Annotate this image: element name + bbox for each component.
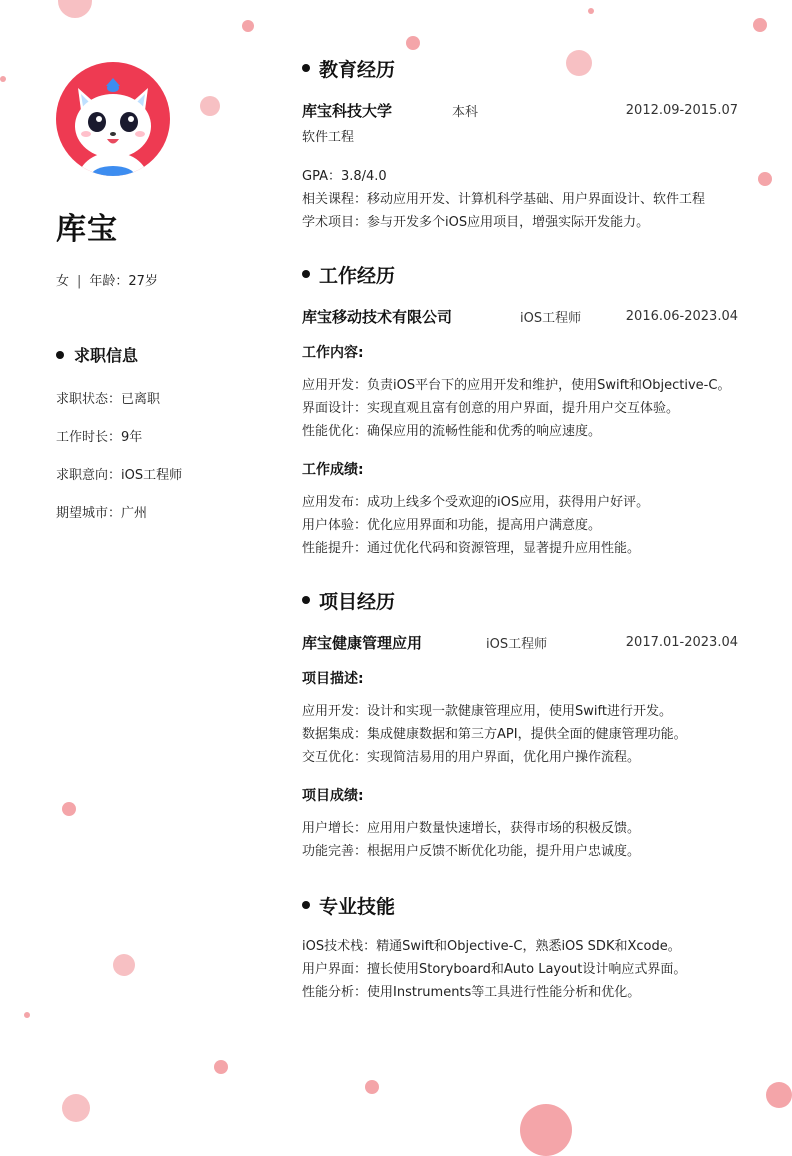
list-item: 应用开发：设计和实现一款健康管理应用，使用Swift进行开发。 bbox=[302, 704, 672, 719]
project-title: 项目经历 bbox=[319, 590, 396, 613]
work-role: iOS工程师 bbox=[520, 310, 582, 326]
project-dates: 2017.01-2023.04 bbox=[625, 634, 738, 650]
education-row bbox=[302, 100, 738, 120]
decor-dot bbox=[214, 1060, 228, 1074]
decor-dot bbox=[62, 802, 76, 816]
list-item: 用户界面：擅长使用Storyboard和Auto Layout设计响应式界面。 bbox=[302, 962, 687, 977]
list-item: 用户体验：优化应用界面和功能，提高用户满意度。 bbox=[302, 518, 602, 533]
list-item: 交互优化：实现简洁易用的用户界面，优化用户操作流程。 bbox=[302, 750, 641, 765]
decor-dot bbox=[365, 1080, 379, 1094]
decor-dot bbox=[520, 1104, 572, 1156]
project-name: 库宝健康管理应用 bbox=[302, 633, 423, 652]
decor-dot bbox=[406, 36, 420, 50]
separator: | bbox=[77, 274, 82, 289]
work-results-title: 工作成绩: bbox=[302, 462, 364, 478]
decor-dot bbox=[24, 1012, 30, 1018]
desired-position: 求职意向：iOS工程师 bbox=[56, 468, 183, 483]
list-item: 功能完善：根据用户反馈不断优化功能，提升用户忠诚度。 bbox=[302, 844, 641, 859]
job-status: 求职状态：已离职 bbox=[56, 392, 161, 407]
job-intent-heading bbox=[56, 343, 276, 366]
list-item: 应用开发：负责iOS平台下的应用开发和维护，使用Swift和Objective-C。 bbox=[302, 378, 731, 393]
company-name: 库宝移动技术有限公司 bbox=[302, 307, 453, 326]
skills-title: 专业技能 bbox=[319, 895, 396, 918]
project-heading bbox=[302, 586, 738, 614]
courses: 相关课程：移动应用开发、计算机科学基础、用户界面设计、软件工程 bbox=[302, 192, 706, 207]
education-details bbox=[302, 165, 738, 234]
bullet-icon bbox=[302, 64, 310, 72]
skills-list bbox=[302, 935, 738, 1004]
school-name: 库宝科技大学 bbox=[302, 101, 393, 120]
work-content-title: 工作内容: bbox=[302, 345, 364, 361]
degree: 本科 bbox=[452, 104, 479, 120]
decor-dot bbox=[753, 18, 767, 32]
decor-dot bbox=[242, 20, 254, 32]
list-item: 性能提升：通过优化代码和资源管理，显著提升应用性能。 bbox=[302, 541, 641, 556]
project-results-list bbox=[302, 817, 738, 863]
decor-dot bbox=[588, 8, 594, 14]
right-column bbox=[302, 54, 738, 1004]
bullet-icon bbox=[302, 596, 310, 604]
list-item: 性能分析：使用Instruments等工具进行性能分析和优化。 bbox=[302, 985, 641, 1000]
academic-projects: 学术项目：参与开发多个iOS应用项目，增强实际开发能力。 bbox=[302, 215, 650, 230]
cat-mascot-icon bbox=[56, 62, 170, 176]
major: 软件工程 bbox=[302, 130, 355, 145]
desired-city: 期望城市：广州 bbox=[56, 506, 148, 521]
basic-info bbox=[56, 270, 276, 289]
list-item: 应用发布：成功上线多个受欢迎的iOS应用，获得用户好评。 bbox=[302, 495, 650, 510]
decor-dot bbox=[58, 0, 92, 18]
list-item: 界面设计：实现直观且富有创意的用户界面，提升用户交互体验。 bbox=[302, 401, 680, 416]
work-title: 工作经历 bbox=[319, 264, 396, 287]
list-item: 性能优化：确保应用的流畅性能和优秀的响应速度。 bbox=[302, 424, 602, 439]
education-heading bbox=[302, 54, 738, 82]
decor-dot bbox=[0, 76, 6, 82]
work-dates: 2016.06-2023.04 bbox=[625, 308, 738, 324]
list-item: iOS技术栈：精通Swift和Objective-C，熟悉iOS SDK和Xcode。 bbox=[302, 939, 681, 954]
skills-heading bbox=[302, 891, 738, 919]
candidate-name: 库宝 bbox=[56, 212, 118, 247]
education-title: 教育经历 bbox=[319, 58, 396, 81]
job-intent-title: 求职信息 bbox=[74, 346, 139, 365]
decor-dot bbox=[113, 954, 135, 976]
education-dates: 2012.09-2015.07 bbox=[625, 102, 738, 118]
decor-dot bbox=[758, 172, 772, 186]
work-content-list bbox=[302, 374, 738, 443]
bullet-icon bbox=[302, 270, 310, 278]
project-results-title: 项目成绩: bbox=[302, 788, 364, 804]
project-desc-title: 项目描述: bbox=[302, 671, 364, 687]
age: 年龄：27岁 bbox=[89, 274, 158, 289]
list-item: 用户增长：应用用户数量快速增长，获得市场的积极反馈。 bbox=[302, 821, 641, 836]
project-role: iOS工程师 bbox=[486, 636, 548, 652]
list-item: 数据集成：集成健康数据和第三方API，提供全面的健康管理功能。 bbox=[302, 727, 687, 742]
bullet-icon bbox=[56, 351, 64, 359]
decor-dot bbox=[766, 1082, 792, 1108]
work-duration: 工作时长：9年 bbox=[56, 430, 143, 445]
work-heading bbox=[302, 260, 738, 288]
bullet-icon bbox=[302, 901, 310, 909]
left-column bbox=[56, 62, 276, 542]
avatar bbox=[56, 62, 170, 176]
gender: 女 bbox=[56, 274, 70, 289]
job-intent-list bbox=[56, 390, 276, 542]
gpa: GPA：3.8/4.0 bbox=[302, 169, 387, 184]
decor-dot bbox=[62, 1094, 90, 1122]
work-row bbox=[302, 306, 738, 326]
project-row bbox=[302, 632, 738, 652]
work-results-list bbox=[302, 491, 738, 560]
project-desc-list bbox=[302, 700, 738, 769]
